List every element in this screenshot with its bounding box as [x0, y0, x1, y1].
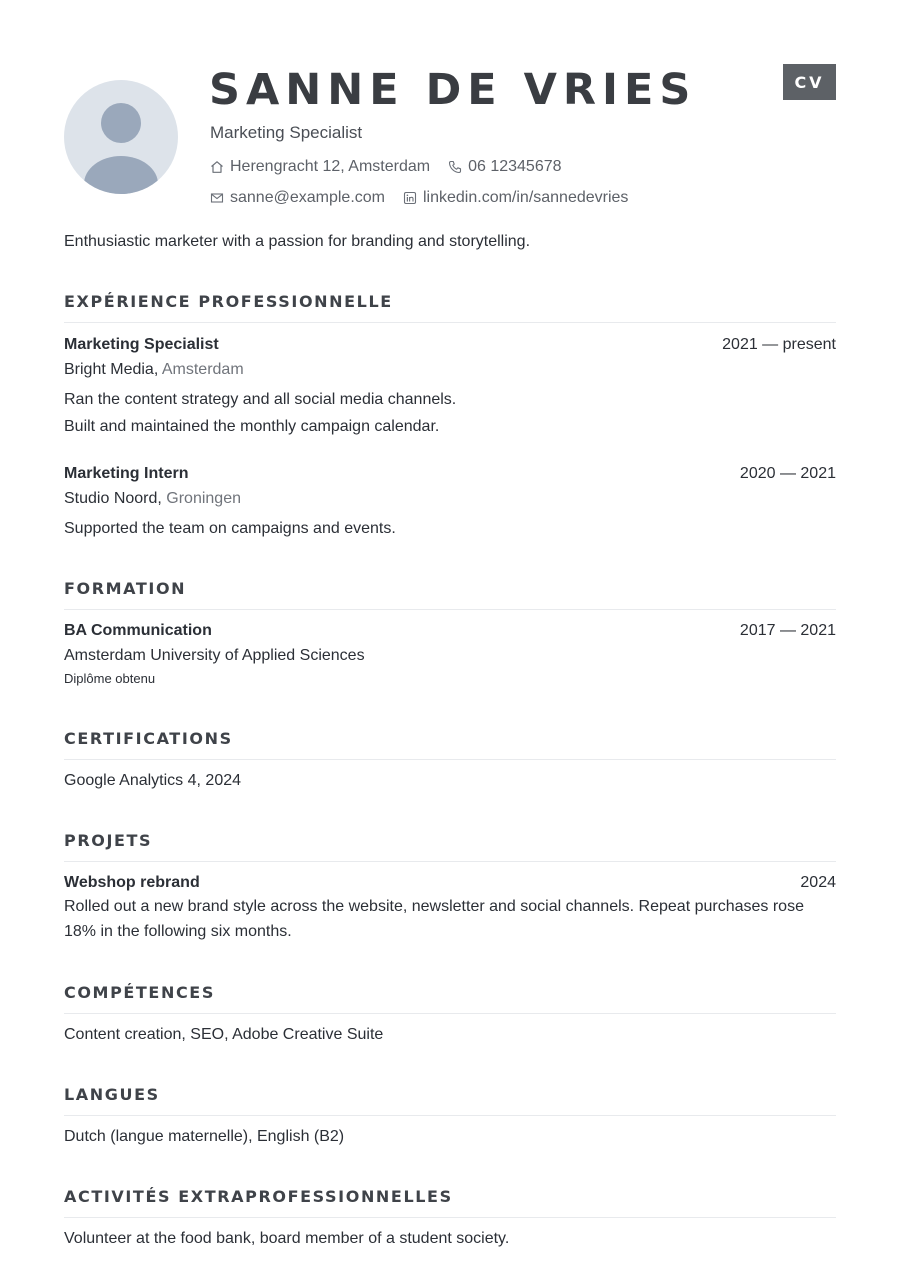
project-year: 2024 [800, 874, 836, 891]
section-divider [64, 322, 836, 323]
job-description-line: Ran the content strategy and all social media channels. [64, 391, 457, 408]
candidate-role: Marketing Specialist [210, 123, 363, 142]
section-divider [64, 759, 836, 760]
activities-section [64, 1187, 836, 1250]
job-dates: 2020 — 2021 [739, 465, 836, 482]
contact-row-2 [210, 189, 628, 207]
section-title: ACTIVITÉS EXTRAPROFESSIONNELLES [64, 1187, 453, 1206]
contact-row-1 [210, 158, 562, 176]
cv-badge: CV [783, 64, 836, 100]
phone-icon [448, 160, 462, 174]
phone-text: 06 12345678 [468, 158, 562, 175]
school-name: Amsterdam University of Applied Sciences [64, 647, 365, 664]
contact-linkedin [403, 189, 628, 207]
project-entry [64, 872, 836, 944]
degree-title: BA Communication [64, 622, 212, 639]
languages-section [64, 1085, 836, 1148]
skills-text: Content creation, SEO, Adobe Creative Suite [64, 1026, 384, 1043]
job-description-line: Supported the team on campaigns and events. [64, 520, 396, 537]
job-dates: 2021 — present [722, 336, 836, 353]
section-title: CERTIFICATIONS [64, 729, 233, 748]
section-divider [64, 1115, 836, 1116]
job-company: Studio Noord [64, 490, 158, 507]
section-title: FORMATION [64, 579, 187, 598]
languages-text: Dutch (langue maternelle), English (B2) [64, 1128, 345, 1145]
job-entry: Marketing Specialist 2021 — present Bright Media, Amsterdam Ran the content strategy and all social media channels. Built and maintained the monthly campaign calendar. [64, 334, 836, 438]
email-text: sanne@example.com [230, 189, 385, 206]
section-title: EXPÉRIENCE PROFESSIONNELLE [64, 292, 393, 311]
contact-address [210, 158, 430, 176]
contact-email [210, 189, 385, 207]
job-company: Bright Media [64, 361, 154, 378]
avatar-placeholder-icon [64, 80, 178, 194]
education-dates: 2017 — 2021 [739, 622, 836, 639]
address-text: Herengracht 12, Amsterdam [230, 158, 431, 175]
section-divider [64, 1013, 836, 1014]
linkedin-text: linkedin.com/in/sannedevries [422, 189, 629, 206]
home-icon [210, 160, 224, 174]
activities-text: Volunteer at the food bank, board member of a student society. [64, 1230, 510, 1247]
project-description: Rolled out a new brand style across the website, newsletter and social channels. Repeat purchases rose 18% in the following six months. [64, 898, 804, 940]
section-title: LANGUES [64, 1085, 160, 1104]
job-title: Marketing Specialist [64, 336, 219, 353]
section-divider [64, 609, 836, 610]
certifications-section [64, 729, 836, 792]
job-location: Groningen [166, 490, 241, 507]
projects-section [64, 831, 836, 944]
linkedin-icon [403, 191, 417, 205]
certifications-text: Google Analytics 4, 2024 [64, 772, 242, 789]
degree-status: Diplôme obtenu [64, 671, 156, 686]
summary-text: Enthusiastic marketer with a passion for branding and storytelling. [64, 233, 531, 250]
job-entry: Marketing Intern 2020 — 2021 Studio Noord, Groningen Supported the team on campaigns and events. [64, 463, 836, 540]
education-section [64, 579, 836, 688]
job-location: Amsterdam [161, 361, 244, 378]
section-title: COMPÉTENCES [64, 983, 215, 1002]
avatar [64, 80, 178, 194]
job-title: Marketing Intern [64, 465, 189, 482]
mail-icon [210, 191, 224, 205]
skills-section [64, 983, 836, 1046]
section-divider [64, 861, 836, 862]
job-description-line: Built and maintained the monthly campaign calendar. [64, 418, 440, 435]
experience-section [64, 292, 836, 540]
project-name: Webshop rebrand [64, 874, 200, 891]
section-divider [64, 1217, 836, 1218]
candidate-name: SANNE DE VRIES [209, 65, 697, 115]
section-title: PROJETS [64, 831, 153, 850]
education-entry [64, 620, 836, 688]
contact-phone [448, 158, 561, 176]
